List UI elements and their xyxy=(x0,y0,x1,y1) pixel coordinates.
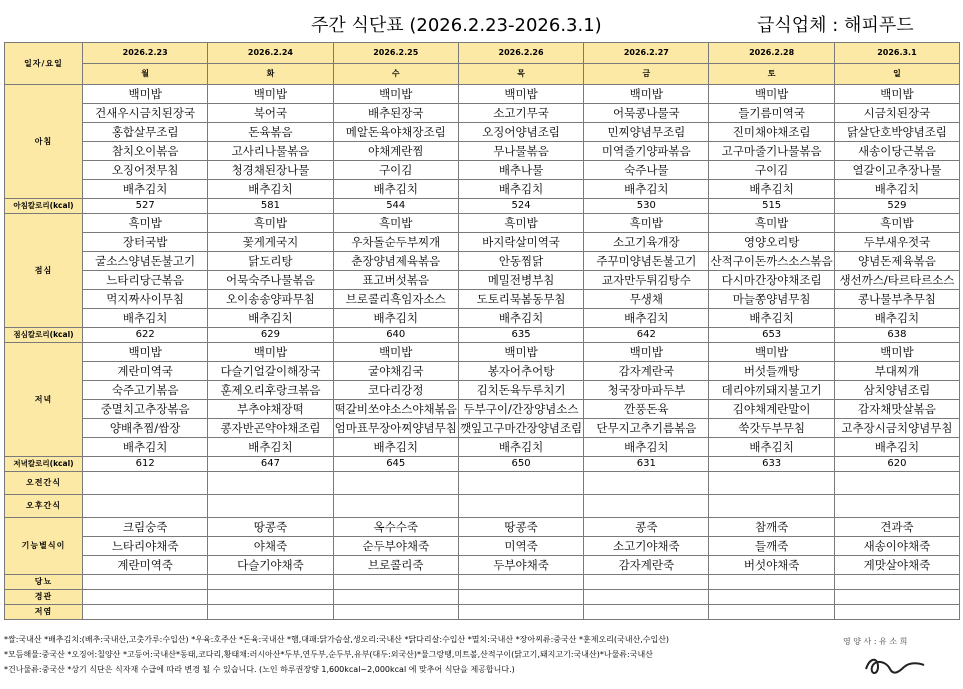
diet-row-cell xyxy=(458,575,583,590)
footnote-3: *건나물류:중국산 *상기 식단은 식자재 수급에 따라 변경 될 수 있습니다. (노인 하루권장량 1,600kcal~2,000kcal 에 맞추어 식단을 제공합니다.) xyxy=(4,665,515,674)
functional-menu-item: 들깨죽 xyxy=(709,537,834,556)
lunch-menu-item: 춘장양념제육볶음 xyxy=(333,252,458,271)
breakfast-menu-item: 무나물볶음 xyxy=(458,142,583,161)
lunch-menu-item: 다시마간장야채조림 xyxy=(709,271,834,290)
dinner-menu-item: 단무지고추기름볶음 xyxy=(584,419,709,438)
breakfast-menu-item: 백미밥 xyxy=(458,85,583,104)
breakfast-menu-item: 오징어양념조림 xyxy=(458,123,583,142)
lunch-menu-item: 두부새우젓국 xyxy=(834,233,959,252)
breakfast-kcal-value: 529 xyxy=(834,199,959,214)
diet-row-cell xyxy=(208,575,333,590)
morning-snack-label-cell xyxy=(834,472,959,495)
breakfast-menu-item: 백미밥 xyxy=(709,85,834,104)
breakfast-menu-item: 소고기무국 xyxy=(458,104,583,123)
breakfast-menu-item: 배추김치 xyxy=(584,180,709,199)
signature-image xyxy=(860,651,930,681)
morning-snack-label-cell xyxy=(83,472,208,495)
functional-menu-item: 땅콩죽 xyxy=(458,518,583,537)
vendor-label: 급식업체 : 해피푸드 xyxy=(757,15,914,36)
dinner-kcal-value: 631 xyxy=(584,457,709,472)
lunch-menu-item: 배추김치 xyxy=(709,309,834,328)
dinner-menu-item: 데리야끼돼지불고기 xyxy=(709,381,834,400)
breakfast-kcal-label: 아침칼로리(kcal) xyxy=(5,199,83,214)
dinner-menu-item: 김치돈육두루치기 xyxy=(458,381,583,400)
header-label: 일자/요일 xyxy=(5,43,83,85)
lunch-menu-item: 오이송송양파무침 xyxy=(208,290,333,309)
dinner-menu-item: 배추김치 xyxy=(584,438,709,457)
lunch-kcal-value: 642 xyxy=(584,328,709,343)
breakfast-label: 아침 xyxy=(5,85,83,199)
weekday-header: 일 xyxy=(834,64,959,85)
weekday-header: 토 xyxy=(709,64,834,85)
lunch-menu-item: 굴소스양념돈불고기 xyxy=(83,252,208,271)
weekday-header: 화 xyxy=(208,64,333,85)
lunch-menu-item: 배추김치 xyxy=(83,309,208,328)
breakfast-menu-item: 배추김치 xyxy=(458,180,583,199)
breakfast-menu-item: 백미밥 xyxy=(333,85,458,104)
afternoon-snack-label-cell xyxy=(208,495,333,518)
dinner-kcal-value: 612 xyxy=(83,457,208,472)
lunch-menu-item: 마늘쫑양념무침 xyxy=(709,290,834,309)
functional-label: 기능별식이 xyxy=(5,518,83,575)
functional-menu-item: 느타리야채죽 xyxy=(83,537,208,556)
dinner-menu-item: 떡갈비쏘야소스야채볶음 xyxy=(333,400,458,419)
functional-menu-item: 게맛살야채죽 xyxy=(834,556,959,575)
diet-row-cell xyxy=(584,605,709,620)
dinner-menu-item: 백미밥 xyxy=(333,343,458,362)
footnote-1: *쌀:국내산 *배추김치:(배추:국내산,고춧가루:수입산) *우육:호주산 *돈육:국내산 *햄,대패:닭가슴살,생오리:국내산 *닭다리살:수입산 *멸치:국내산 *장아찌류:중국산 *훈제오리(국내산,수입산) xyxy=(4,635,670,644)
dinner-menu-item: 백미밥 xyxy=(584,343,709,362)
breakfast-menu-item: 고사리나물볶음 xyxy=(208,142,333,161)
lunch-menu-item: 소고기육개장 xyxy=(584,233,709,252)
date-header: 2026.2.28 xyxy=(709,43,834,64)
lunch-menu-item: 어묵숙주나물볶음 xyxy=(208,271,333,290)
lunch-menu-item: 안동찜닭 xyxy=(458,252,583,271)
diet-row-label: 당뇨 xyxy=(5,575,83,590)
afternoon-snack-label-cell xyxy=(584,495,709,518)
lunch-menu-item: 생선까스/타르타르소스 xyxy=(834,271,959,290)
diet-row-cell xyxy=(584,590,709,605)
dinner-menu-item: 백미밥 xyxy=(208,343,333,362)
dinner-kcal-value: 620 xyxy=(834,457,959,472)
afternoon-snack-label-cell xyxy=(834,495,959,518)
breakfast-menu-item: 진미채야채조림 xyxy=(709,123,834,142)
dinner-menu-item: 계란미역국 xyxy=(83,362,208,381)
lunch-menu-item: 흑미밥 xyxy=(208,214,333,233)
dinner-menu-item: 깐풍돈육 xyxy=(584,400,709,419)
lunch-menu-item: 바지락살미역국 xyxy=(458,233,583,252)
dinner-kcal-label: 저녁칼로리(kcal) xyxy=(5,457,83,472)
diet-row-cell xyxy=(83,575,208,590)
lunch-menu-item: 흑미밥 xyxy=(458,214,583,233)
footnote-2: *모듬해물:중국산 *오징어:칠양산 *고등어:국내산*동태,코다리,황태채:러시아산*두부,연두부,순두부,유부(대두:외국산)*물그랑땡,미트볼,산적구이(닭고기,돼지고기:국내산)*나물류:국내산 xyxy=(4,650,653,659)
diet-row-cell xyxy=(333,605,458,620)
dinner-menu-item: 배추김치 xyxy=(208,438,333,457)
breakfast-menu-item: 참치오이볶음 xyxy=(83,142,208,161)
diet-row-cell xyxy=(333,575,458,590)
lunch-kcal-label: 점심칼로리(kcal) xyxy=(5,328,83,343)
dinner-menu-item: 백미밥 xyxy=(458,343,583,362)
lunch-kcal-value: 640 xyxy=(333,328,458,343)
dinner-menu-item: 삼치양념조림 xyxy=(834,381,959,400)
lunch-menu-item: 흑미밥 xyxy=(834,214,959,233)
lunch-menu-item: 배추김치 xyxy=(834,309,959,328)
lunch-menu-item: 꽃게게국지 xyxy=(208,233,333,252)
dinner-menu-item: 부대찌개 xyxy=(834,362,959,381)
diet-row-cell xyxy=(208,605,333,620)
afternoon-snack-label-cell xyxy=(458,495,583,518)
dinner-menu-item: 쑥갓두부무침 xyxy=(709,419,834,438)
breakfast-menu-item: 배추나물 xyxy=(458,161,583,180)
breakfast-menu-item: 새송이당근볶음 xyxy=(834,142,959,161)
lunch-menu-item: 배추김치 xyxy=(584,309,709,328)
dinner-menu-item: 청국장마파두부 xyxy=(584,381,709,400)
morning-snack-label-cell xyxy=(584,472,709,495)
dinner-menu-item: 숙주고기볶음 xyxy=(83,381,208,400)
functional-menu-item: 참깨죽 xyxy=(709,518,834,537)
lunch-menu-item: 장터국밥 xyxy=(83,233,208,252)
diet-row-cell xyxy=(458,590,583,605)
lunch-menu-item: 흑미밥 xyxy=(709,214,834,233)
lunch-kcal-value: 635 xyxy=(458,328,583,343)
dinner-kcal-value: 633 xyxy=(709,457,834,472)
lunch-label: 점심 xyxy=(5,214,83,328)
weekday-header: 금 xyxy=(584,64,709,85)
dinner-menu-item: 콩자반곤약야채조림 xyxy=(208,419,333,438)
breakfast-menu-item: 고구마줄기나물볶음 xyxy=(709,142,834,161)
dinner-menu-item: 부추야채장떡 xyxy=(208,400,333,419)
breakfast-kcal-value: 581 xyxy=(208,199,333,214)
dinner-menu-item: 백미밥 xyxy=(83,343,208,362)
breakfast-menu-item: 열갈이고추장나물 xyxy=(834,161,959,180)
breakfast-menu-item: 민찌양념무조림 xyxy=(584,123,709,142)
breakfast-menu-item: 배추김치 xyxy=(208,180,333,199)
dinner-label: 저녁 xyxy=(5,343,83,457)
page-title: 주간 식단표 (2026.2.23-2026.3.1) xyxy=(311,15,602,36)
dinner-menu-item: 다슬기얼갈이해장국 xyxy=(208,362,333,381)
afternoon-snack-label-cell xyxy=(333,495,458,518)
dinner-menu-item: 김야채계란말이 xyxy=(709,400,834,419)
dinner-menu-item: 코다리강정 xyxy=(333,381,458,400)
breakfast-kcal-value: 524 xyxy=(458,199,583,214)
functional-menu-item: 브로콜리죽 xyxy=(333,556,458,575)
breakfast-menu-item: 청경채된장나물 xyxy=(208,161,333,180)
functional-menu-item: 다슬기야채죽 xyxy=(208,556,333,575)
diet-row-cell xyxy=(208,590,333,605)
functional-menu-item: 감자계란죽 xyxy=(584,556,709,575)
lunch-menu-item: 흑미밥 xyxy=(333,214,458,233)
lunch-menu-item: 흑미밥 xyxy=(83,214,208,233)
morning-snack-label: 오전간식 xyxy=(5,472,83,495)
diet-row-label: 저염 xyxy=(5,605,83,620)
afternoon-snack-label-cell xyxy=(709,495,834,518)
functional-menu-item: 새송이야채죽 xyxy=(834,537,959,556)
diet-row-cell xyxy=(584,575,709,590)
lunch-kcal-value: 622 xyxy=(83,328,208,343)
breakfast-menu-item: 백미밥 xyxy=(834,85,959,104)
breakfast-menu-item: 구이김 xyxy=(709,161,834,180)
breakfast-menu-item: 닭살단호박양념조림 xyxy=(834,123,959,142)
functional-menu-item: 땅콩죽 xyxy=(208,518,333,537)
breakfast-menu-item: 북어국 xyxy=(208,104,333,123)
lunch-menu-item: 무생채 xyxy=(584,290,709,309)
weekday-header: 목 xyxy=(458,64,583,85)
dinner-menu-item: 봉자어추어탕 xyxy=(458,362,583,381)
dinner-menu-item: 훈제오리후랑크볶음 xyxy=(208,381,333,400)
breakfast-menu-item: 미역줄기양파볶음 xyxy=(584,142,709,161)
diet-row-label: 경관 xyxy=(5,590,83,605)
breakfast-menu-item: 배추김치 xyxy=(333,180,458,199)
functional-menu-item: 견과죽 xyxy=(834,518,959,537)
diet-row-cell xyxy=(834,590,959,605)
functional-menu-item: 크림숭죽 xyxy=(83,518,208,537)
functional-menu-item: 옥수수죽 xyxy=(333,518,458,537)
date-header: 2026.2.25 xyxy=(333,43,458,64)
breakfast-menu-item: 오징어젓무침 xyxy=(83,161,208,180)
breakfast-menu-item: 돈육볶음 xyxy=(208,123,333,142)
date-header: 2026.2.26 xyxy=(458,43,583,64)
breakfast-menu-item: 건새우시금치된장국 xyxy=(83,104,208,123)
breakfast-menu-item: 백미밥 xyxy=(584,85,709,104)
lunch-kcal-value: 638 xyxy=(834,328,959,343)
breakfast-menu-item: 메알돈육야채장조림 xyxy=(333,123,458,142)
date-header: 2026.2.27 xyxy=(584,43,709,64)
breakfast-menu-item: 홍합살무조림 xyxy=(83,123,208,142)
breakfast-menu-item: 백미밥 xyxy=(83,85,208,104)
functional-menu-item: 콩죽 xyxy=(584,518,709,537)
lunch-menu-item: 교자만두튀김탕수 xyxy=(584,271,709,290)
diet-row-cell xyxy=(834,605,959,620)
dinner-kcal-value: 645 xyxy=(333,457,458,472)
weekday-header: 수 xyxy=(333,64,458,85)
dinner-menu-item: 중멸치고추장볶음 xyxy=(83,400,208,419)
diet-row-cell xyxy=(458,605,583,620)
breakfast-kcal-value: 515 xyxy=(709,199,834,214)
dinner-kcal-value: 647 xyxy=(208,457,333,472)
lunch-menu-item: 우차돌순두부찌개 xyxy=(333,233,458,252)
lunch-menu-item: 먹지짜사이무침 xyxy=(83,290,208,309)
diet-row-cell xyxy=(83,605,208,620)
nutritionist-label: 영 양 사 : 유 소 희 xyxy=(843,637,908,646)
breakfast-menu-item: 들기름미역국 xyxy=(709,104,834,123)
lunch-menu-item: 도토리묵봄동무침 xyxy=(458,290,583,309)
functional-menu-item: 소고기야채죽 xyxy=(584,537,709,556)
date-header: 2026.2.24 xyxy=(208,43,333,64)
breakfast-menu-item: 야채계란찜 xyxy=(333,142,458,161)
afternoon-snack-label: 오후간식 xyxy=(5,495,83,518)
dinner-menu-item: 배추김치 xyxy=(709,438,834,457)
functional-menu-item: 야채죽 xyxy=(208,537,333,556)
lunch-menu-item: 배추김치 xyxy=(458,309,583,328)
lunch-menu-item: 배추김치 xyxy=(208,309,333,328)
diet-row-cell xyxy=(709,605,834,620)
lunch-menu-item: 메밀전병부침 xyxy=(458,271,583,290)
dinner-menu-item: 백미밥 xyxy=(834,343,959,362)
dinner-menu-item: 감자계란국 xyxy=(584,362,709,381)
lunch-menu-item: 표고버섯볶음 xyxy=(333,271,458,290)
dinner-menu-item: 엄마표무장아찌양념무침 xyxy=(333,419,458,438)
dinner-menu-item: 고추장시금치양념무침 xyxy=(834,419,959,438)
dinner-menu-item: 두부구이/간장양념소스 xyxy=(458,400,583,419)
dinner-menu-item: 배추김치 xyxy=(333,438,458,457)
breakfast-menu-item: 배추김치 xyxy=(834,180,959,199)
lunch-menu-item: 콩나물부추무침 xyxy=(834,290,959,309)
breakfast-menu-item: 구이김 xyxy=(333,161,458,180)
dinner-kcal-value: 650 xyxy=(458,457,583,472)
dinner-menu-item: 감자채맛살볶음 xyxy=(834,400,959,419)
weekday-header: 월 xyxy=(83,64,208,85)
morning-snack-label-cell xyxy=(333,472,458,495)
dinner-menu-item: 백미밥 xyxy=(709,343,834,362)
diet-row-cell xyxy=(83,590,208,605)
lunch-menu-item: 닭도리탕 xyxy=(208,252,333,271)
date-header: 2026.3.1 xyxy=(834,43,959,64)
weekly-menu-table xyxy=(4,42,960,620)
diet-row-cell xyxy=(709,590,834,605)
breakfast-kcal-value: 530 xyxy=(584,199,709,214)
morning-snack-label-cell xyxy=(458,472,583,495)
diet-row-cell xyxy=(834,575,959,590)
diet-row-cell xyxy=(709,575,834,590)
lunch-menu-item: 배추김치 xyxy=(333,309,458,328)
lunch-menu-item: 느타리당근볶음 xyxy=(83,271,208,290)
lunch-kcal-value: 653 xyxy=(709,328,834,343)
breakfast-menu-item: 어묵콩나물국 xyxy=(584,104,709,123)
dinner-menu-item: 배추김치 xyxy=(83,438,208,457)
breakfast-menu-item: 배추김치 xyxy=(709,180,834,199)
functional-menu-item: 버섯야채죽 xyxy=(709,556,834,575)
lunch-menu-item: 산적구이돈까스소스볶음 xyxy=(709,252,834,271)
breakfast-kcal-value: 527 xyxy=(83,199,208,214)
breakfast-kcal-value: 544 xyxy=(333,199,458,214)
date-header: 2026.2.23 xyxy=(83,43,208,64)
breakfast-menu-item: 시금치된장국 xyxy=(834,104,959,123)
dinner-menu-item: 배추김치 xyxy=(834,438,959,457)
breakfast-menu-item: 백미밥 xyxy=(208,85,333,104)
breakfast-menu-item: 배추된장국 xyxy=(333,104,458,123)
dinner-menu-item: 양배추찜/쌈장 xyxy=(83,419,208,438)
lunch-menu-item: 양념돈제육볶음 xyxy=(834,252,959,271)
functional-menu-item: 미역죽 xyxy=(458,537,583,556)
functional-menu-item: 두부야채죽 xyxy=(458,556,583,575)
functional-menu-item: 계란미역죽 xyxy=(83,556,208,575)
afternoon-snack-label-cell xyxy=(83,495,208,518)
lunch-menu-item: 흑미밥 xyxy=(584,214,709,233)
morning-snack-label-cell xyxy=(709,472,834,495)
morning-snack-label-cell xyxy=(208,472,333,495)
lunch-menu-item: 주꾸미양념돈불고기 xyxy=(584,252,709,271)
lunch-menu-item: 영양오리탕 xyxy=(709,233,834,252)
diet-row-cell xyxy=(333,590,458,605)
functional-menu-item: 순두부야채죽 xyxy=(333,537,458,556)
dinner-menu-item: 버섯들깨탕 xyxy=(709,362,834,381)
breakfast-menu-item: 배추김치 xyxy=(83,180,208,199)
dinner-menu-item: 깻잎고구마간장양념조림 xyxy=(458,419,583,438)
lunch-kcal-value: 629 xyxy=(208,328,333,343)
dinner-menu-item: 굴야채김국 xyxy=(333,362,458,381)
dinner-menu-item: 배추김치 xyxy=(458,438,583,457)
lunch-menu-item: 브로콜리흑임자소스 xyxy=(333,290,458,309)
breakfast-menu-item: 숙주나물 xyxy=(584,161,709,180)
